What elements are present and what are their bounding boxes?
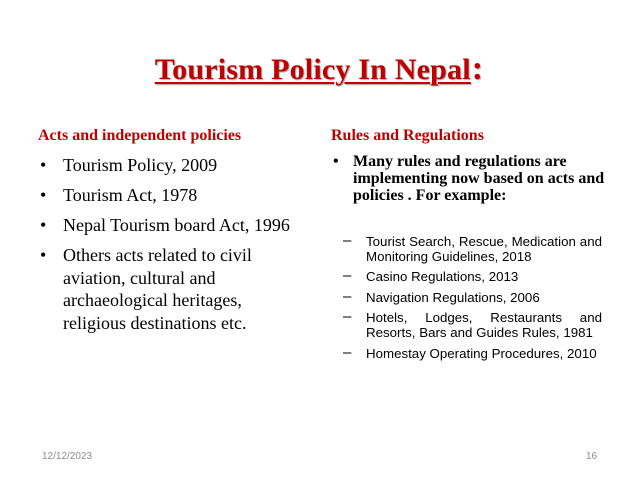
right-column-heading: Rules and Regulations: [331, 127, 484, 144]
list-item: [342, 343, 602, 362]
page-number: 16: [586, 451, 598, 462]
left-bullet-list: [38, 154, 303, 342]
list-item: [38, 214, 303, 237]
dash-icon: –: [343, 308, 352, 326]
list-item: [342, 287, 602, 306]
list-item: [342, 232, 602, 264]
right-lead-item: [331, 153, 611, 204]
list-item: [38, 154, 303, 177]
bullet-icon: •: [40, 155, 47, 175]
list-item-text: Tourism Act, 1978: [63, 185, 198, 205]
bullet-icon: •: [40, 185, 47, 205]
right-lead-text: Many rules and regulations are implementing now based on acts and policies . For example:: [353, 153, 605, 204]
bullet-icon: •: [333, 153, 339, 170]
dash-icon: –: [343, 343, 352, 361]
footer-date: 12/12/2023: [42, 451, 93, 462]
list-item: [38, 244, 303, 334]
list-item-text: Navigation Regulations, 2006: [366, 289, 540, 305]
right-sub-list: [342, 232, 602, 367]
list-item: [342, 308, 602, 340]
list-item-text: Casino Regulations, 2013: [366, 269, 519, 285]
slide-title-text: Tourism Policy In Nepal: [154, 53, 471, 86]
list-item: [38, 184, 303, 207]
dash-icon: –: [343, 287, 352, 305]
bullet-icon: •: [40, 245, 47, 265]
left-column-heading: Acts and independent policies: [38, 127, 242, 144]
list-item-text: Hotels, Lodges, Restaurants and Resorts, Bars and Guides Rules, 1981: [366, 310, 602, 340]
bullet-icon: •: [40, 215, 47, 235]
list-item-text: Others acts related to civil aviation, cultural and archaeological heritages, religious destinations etc.: [63, 245, 252, 333]
list-item-text: Nepal Tourism board Act, 1996: [63, 215, 290, 235]
list-item-text: Homestay Operating Procedures, 2010: [366, 345, 597, 361]
dash-icon: –: [343, 267, 352, 285]
slide-title-colon: :: [471, 50, 484, 87]
slide-title: [0, 50, 638, 88]
dash-icon: –: [343, 232, 352, 249]
list-item-text: Tourist Search, Rescue, Medication and Monitoring Guidelines, 2018: [366, 234, 602, 264]
list-item: [342, 267, 602, 285]
list-item-text: Tourism Policy, 2009: [63, 155, 218, 175]
